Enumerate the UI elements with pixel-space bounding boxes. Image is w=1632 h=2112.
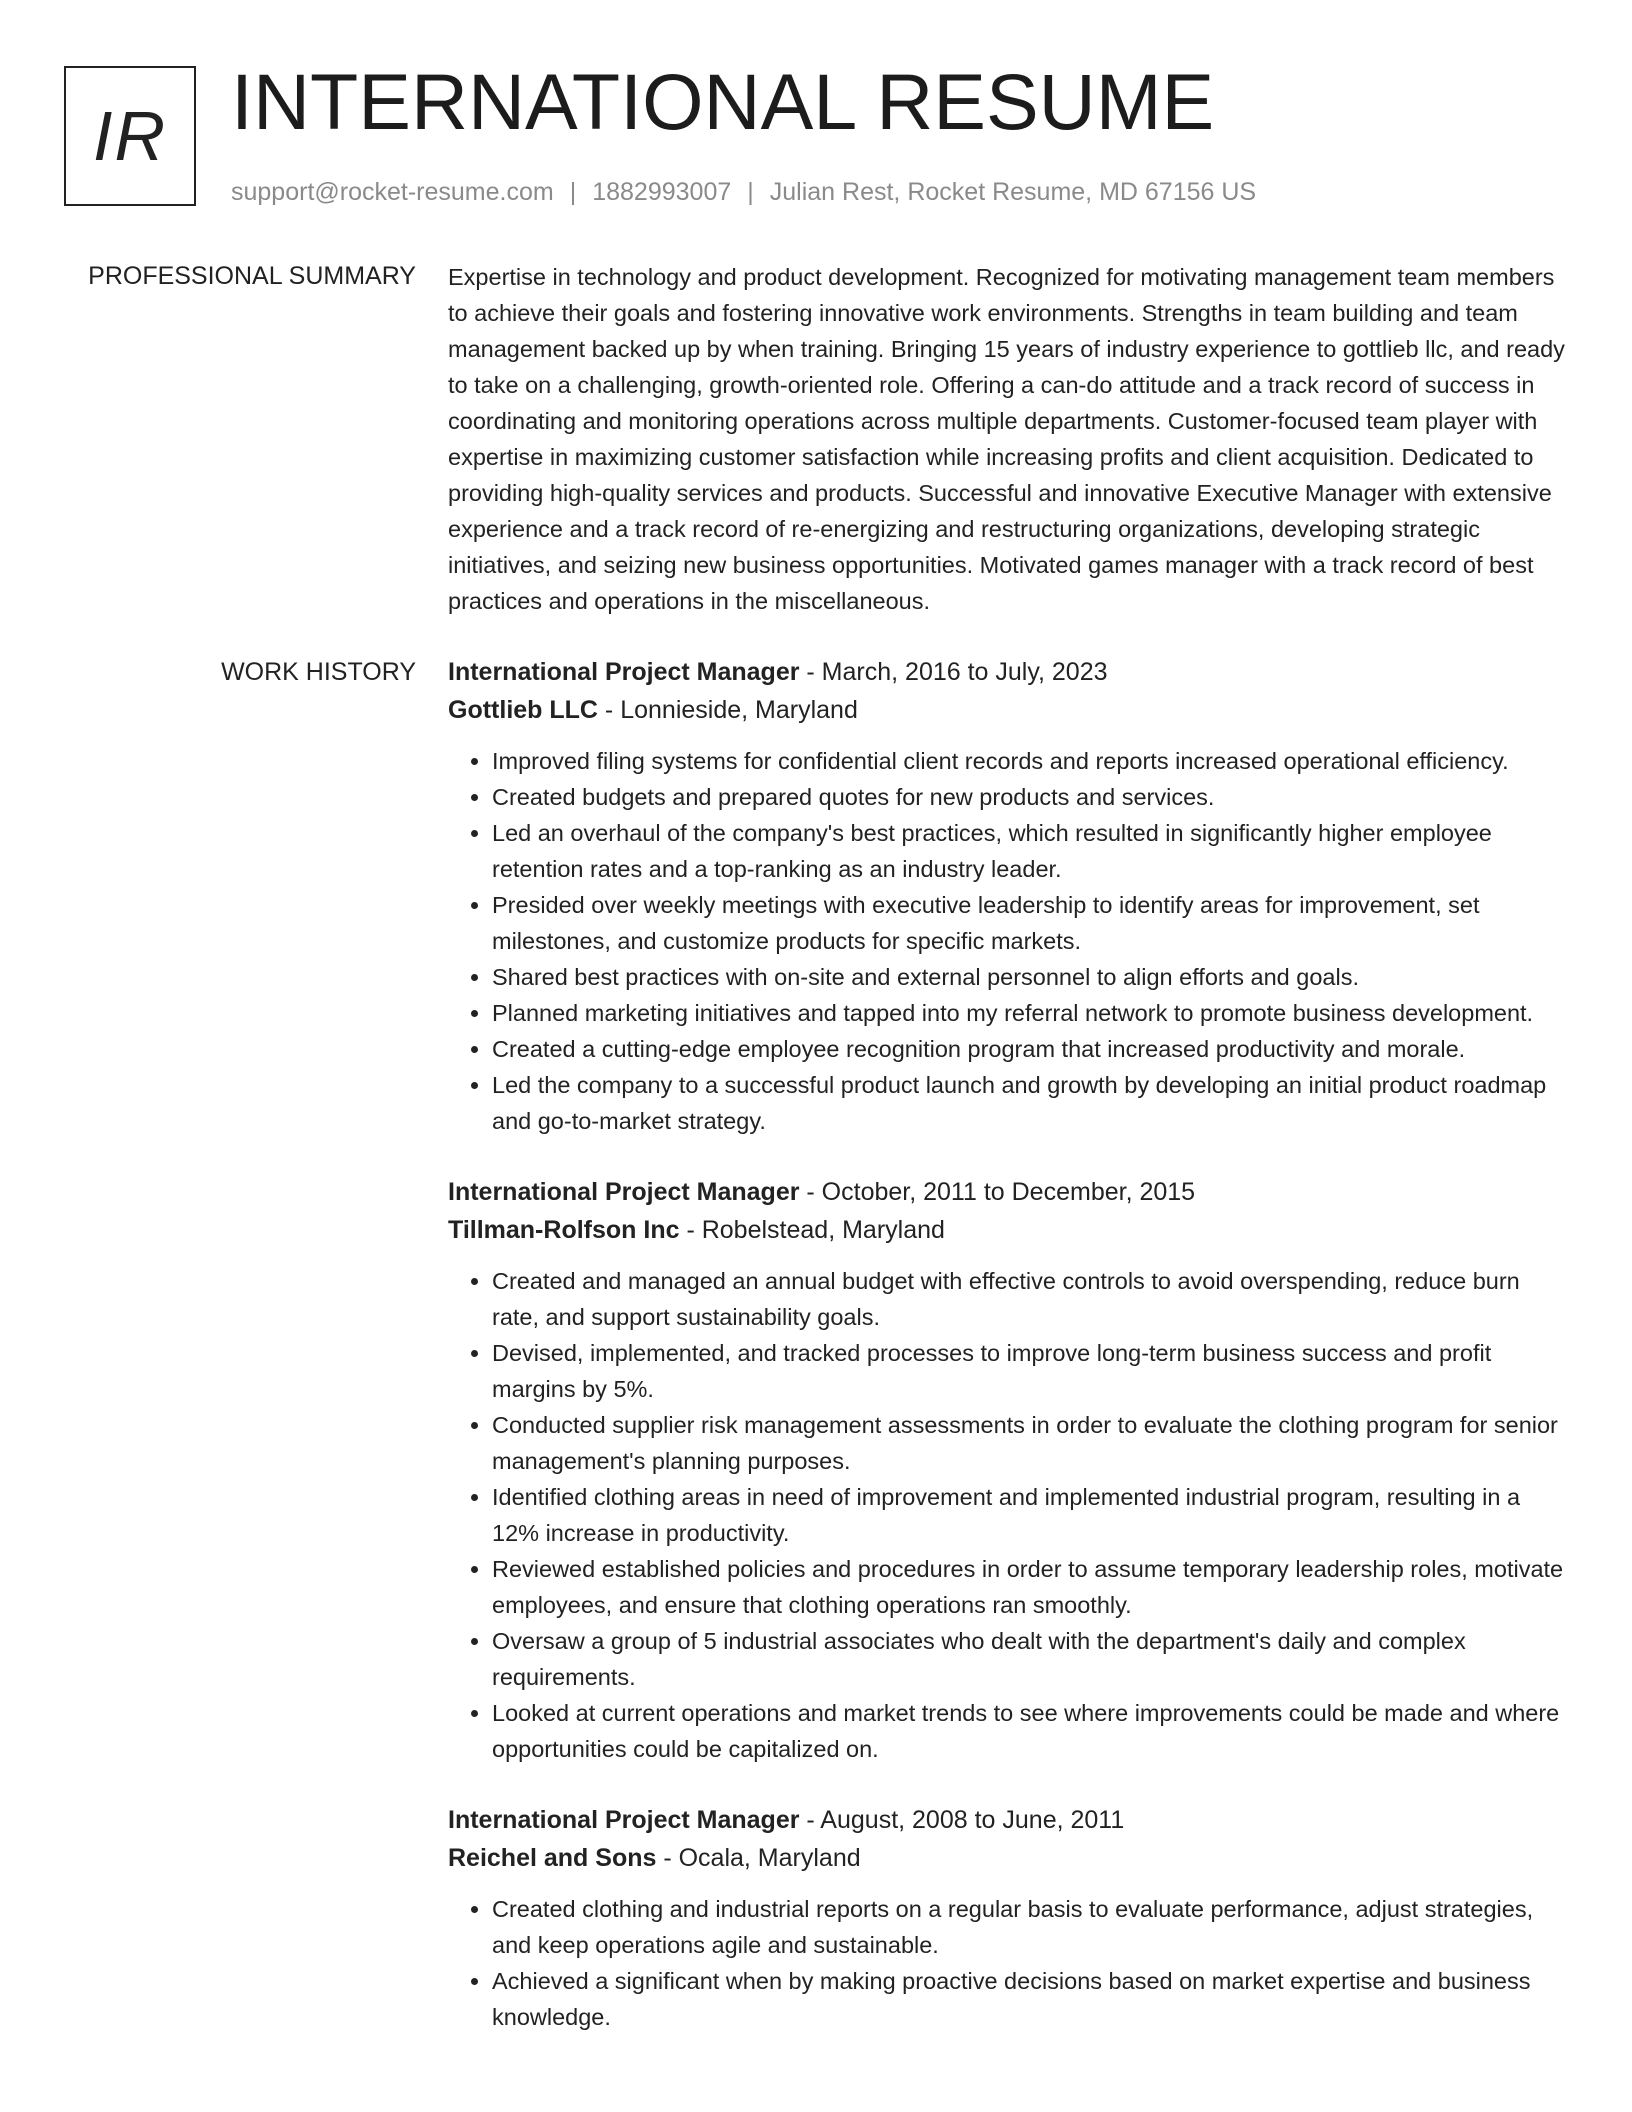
job-bullet: • Reviewed established policies and procedures in order to assume temporary leadership roles, motivate employees, and ensure that clothing operations ran smoothly. [492,1551,1570,1623]
work-history-section [448,653,1570,2069]
job-bullet: • Created a cutting-edge employee recognition program that increased productivity and morale. [492,1031,1570,1067]
contact-phone[interactable]: 1882993007 [592,178,732,206]
job-entry [448,653,1570,1139]
monogram-text: IR [93,97,167,175]
job-bullet-list [448,1263,1570,1767]
job-bullet: • Shared best practices with on-site and external personnel to align efforts and goals. [492,959,1570,995]
job-title-line [448,1801,1570,1839]
job-title-line [448,1173,1570,1211]
job-entry [448,1801,1570,2035]
contact-line [231,174,1256,210]
job-bullet: • Devised, implemented, and tracked processes to improve long-term business success and profit margins by 5%. [492,1335,1570,1407]
job-bullet: • Identified clothing areas in need of improvement and implemented industrial program, resulting in a 12% increase in productivity. [492,1479,1570,1551]
job-bullet: • Led an overhaul of the company's best practices, which resulted in significantly higher employee retention rates and a top-ranking as an industry leader. [492,815,1570,887]
job-bullet-list [448,743,1570,1139]
job-company-line [448,691,1570,729]
job-dates: - March, 2016 to July, 2023 [799,658,1108,686]
job-bullet: • Planned marketing initiatives and tapped into my referral network to promote business development. [492,995,1570,1031]
job-company: Gottlieb LLC [448,696,598,724]
summary-section [448,259,1570,619]
job-bullet: • Achieved a significant when by making proactive decisions based on market expertise and business knowledge. [492,1963,1570,2035]
summary-text: Expertise in technology and product development. Recognized for motivating management team members to achieve their goals and fostering innovative work environments. Strengths in team building and team management backed up by when training. Bringing 15 years of industry experience to gottlieb llc, and ready to take on a challenging, growth-oriented role. Offering a can-do attitude and a track record of success in coordinating and monitoring operations across multiple departments. Customer-focused team player with expertise in maximizing customer satisfaction while increasing profits and client acquisition. Dedicated to providing high-quality services and products. Successful and innovative Executive Manager with extensive experience and a track record of re-energizing and restructuring organizations, developing strategic initiatives, and seizing new business opportunities. Motivated games manager with a track record of best practices and operations in the miscellaneous. [448,264,1565,614]
job-bullet: • Created clothing and industrial reports on a regular basis to evaluate performance, adjust strategies, and keep operations agile and sustainable. [492,1891,1570,1963]
job-bullet: • Looked at current operations and market trends to see where improvements could be made and where opportunities could be capitalized on. [492,1695,1570,1767]
job-title: International Project Manager [448,1178,800,1206]
job-bullet: • Conducted supplier risk management assessments in order to evaluate the clothing program for senior management's planning purposes. [492,1407,1570,1479]
job-company: Tillman-Rolfson Inc [448,1216,680,1244]
job-location: - Ocala, Maryland [656,1844,861,1872]
job-company: Reichel and Sons [448,1844,657,1872]
job-title: International Project Manager [448,658,800,686]
job-title-line [448,653,1570,691]
job-bullet: • Created budgets and prepared quotes for new products and services. [492,779,1570,815]
resume-title: INTERNATIONAL RESUME [231,57,1215,146]
job-location: - Robelstead, Maryland [679,1216,945,1244]
job-company-line [448,1839,1570,1877]
job-bullet: • Led the company to a successful product launch and growth by developing an initial product roadmap and go-to-market strategy. [492,1067,1570,1139]
job-title: International Project Manager [448,1806,800,1834]
job-bullet: • Oversaw a group of 5 industrial associates who dealt with the department's daily and complex requirements. [492,1623,1570,1695]
job-location: - Lonnieside, Maryland [597,696,858,724]
job-bullet: • Presided over weekly meetings with executive leadership to identify areas for improvement, set milestones, and customize products for specific markets. [492,887,1570,959]
job-bullet-list [448,1891,1570,2035]
job-dates: - October, 2011 to December, 2015 [799,1178,1196,1206]
job-entry [448,1173,1570,1767]
job-dates: - August, 2008 to June, 2011 [799,1806,1125,1834]
job-bullet: • Improved filing systems for confidential client records and reports increased operational efficiency. [492,743,1570,779]
contact-separator: | [747,178,754,206]
job-company-line [448,1211,1570,1249]
contact-address: Julian Rest, Rocket Resume, MD 67156 US [769,178,1257,206]
monogram-logo [64,66,196,206]
contact-separator: | [569,178,577,206]
summary-section-label: PROFESSIONAL SUMMARY [88,262,416,290]
job-bullet: • Created and managed an annual budget with effective controls to avoid overspending, reduce burn rate, and support sustainability goals. [492,1263,1570,1335]
contact-email[interactable]: support@rocket-resume.com [231,178,554,206]
work-history-section-label: WORK HISTORY [221,658,416,686]
